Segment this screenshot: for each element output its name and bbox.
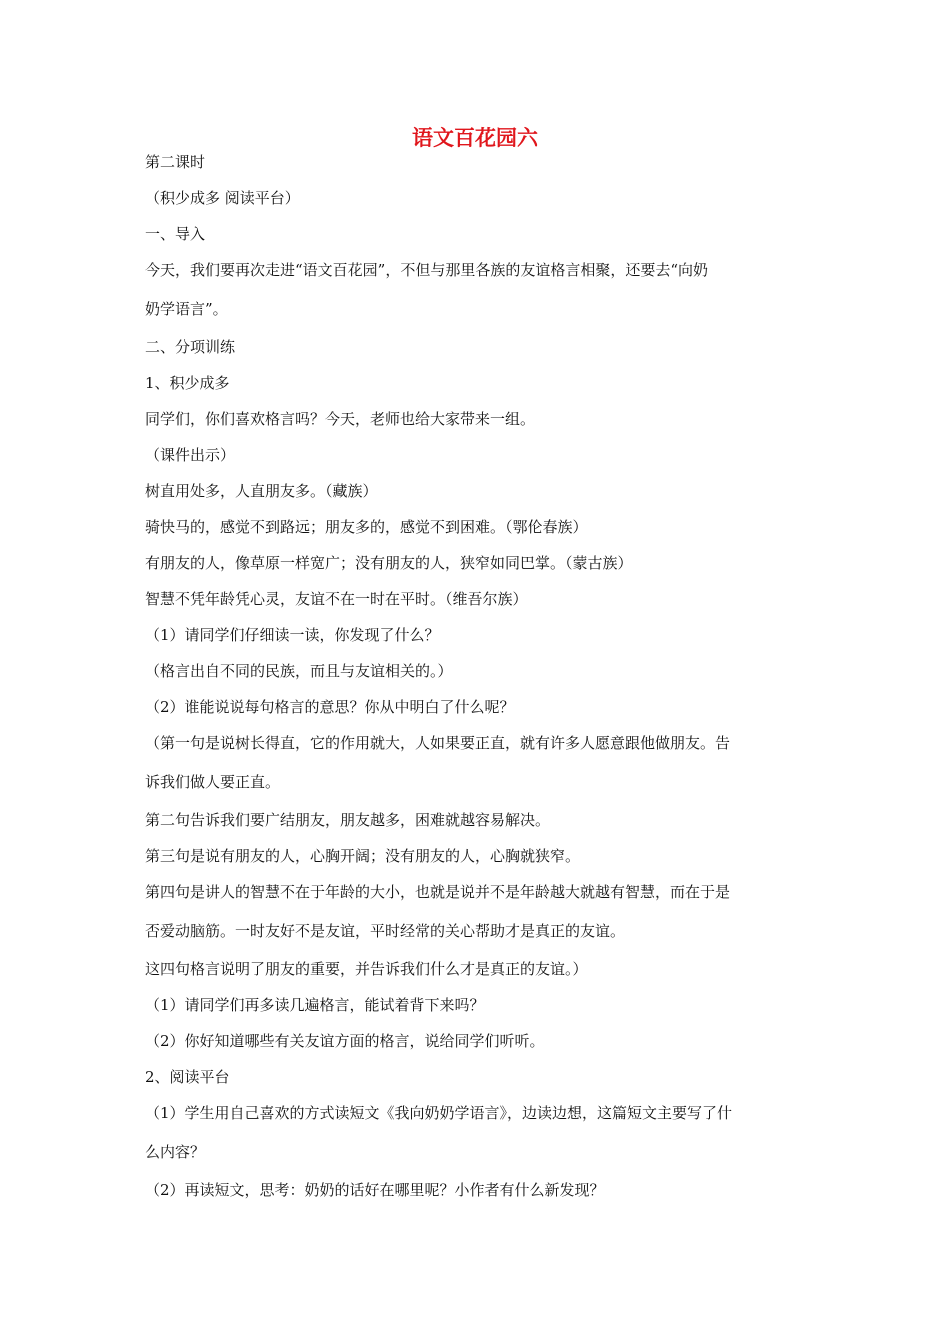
text-line: （课件出示）: [145, 446, 236, 464]
text-line: 今天，我们要再次走进“语文百花园”，不但与那里各族的友谊格言相聚，还要去“向奶: [145, 261, 709, 279]
text-line: 诉我们做人要正直。: [145, 773, 281, 791]
text-line: （2）再读短文，思考：奶奶的话好在哪里呢？小作者有什么新发现？: [145, 1181, 605, 1199]
text-line: 第四句是讲人的智慧不在于年龄的大小，也就是说并不是年龄越大就越有智慧，而在于是: [145, 883, 731, 901]
text-line: 1、积少成多: [145, 374, 230, 392]
text-line: （2）你好知道哪些有关友谊方面的格言，说给同学们听听。: [145, 1032, 545, 1050]
document-title: 语文百花园六: [412, 126, 538, 150]
text-line: 奶学语言”。: [145, 300, 228, 318]
text-line: 第二句告诉我们要广结朋友，朋友越多，困难就越容易解决。: [145, 811, 551, 829]
text-line: （2）谁能说说每句格言的意思？你从中明白了什么呢？: [145, 698, 515, 716]
text-line: 树直用处多，人直朋友多。（藏族）: [145, 482, 378, 500]
text-line: 2、阅读平台: [145, 1068, 230, 1086]
text-line: 这四句格言说明了朋友的重要，并告诉我们什么才是真正的友谊。）: [145, 960, 588, 978]
text-line: （1）请同学们再多读几遍格言，能试着背下来吗？: [145, 996, 485, 1014]
text-line: 否爱动脑筋。一时友好不是友谊，平时经常的关心帮助才是真正的友谊。: [145, 922, 626, 940]
text-line: 一、导入: [145, 225, 206, 243]
text-line: 第二课时: [145, 153, 206, 171]
text-line: 有朋友的人，像草原一样宽广；没有朋友的人，狭窄如同巴掌。（蒙古族）: [145, 554, 633, 572]
text-line: 么内容？: [145, 1143, 206, 1161]
text-line: 二、分项训练: [145, 338, 236, 356]
text-line: 同学们，你们喜欢格言吗？今天，老师也给大家带来一组。: [145, 410, 536, 428]
text-line: （1）学生用自己喜欢的方式读短文《我向奶奶学语言》，边读边想，这篇短文主要写了什: [145, 1104, 733, 1122]
text-line: 第三句是说有朋友的人，心胸开阔；没有朋友的人，心胸就狭窄。: [145, 847, 581, 865]
text-line: （积少成多 阅读平台）: [145, 189, 300, 207]
text-line: （第一句是说树长得直，它的作用就大，人如果要正直，就有许多人愿意跟他做朋友。告: [145, 734, 731, 752]
text-line: （1）请同学们仔细读一读，你发现了什么？: [145, 626, 440, 644]
text-line: 骑快马的，感觉不到路远；朋友多的，感觉不到困难。（鄂伦春族）: [145, 518, 588, 536]
text-line: （格言出自不同的民族，而且与友谊相关的。）: [145, 662, 453, 680]
text-line: 智慧不凭年龄凭心灵，友谊不在一时在平时。（维吾尔族）: [145, 590, 528, 608]
